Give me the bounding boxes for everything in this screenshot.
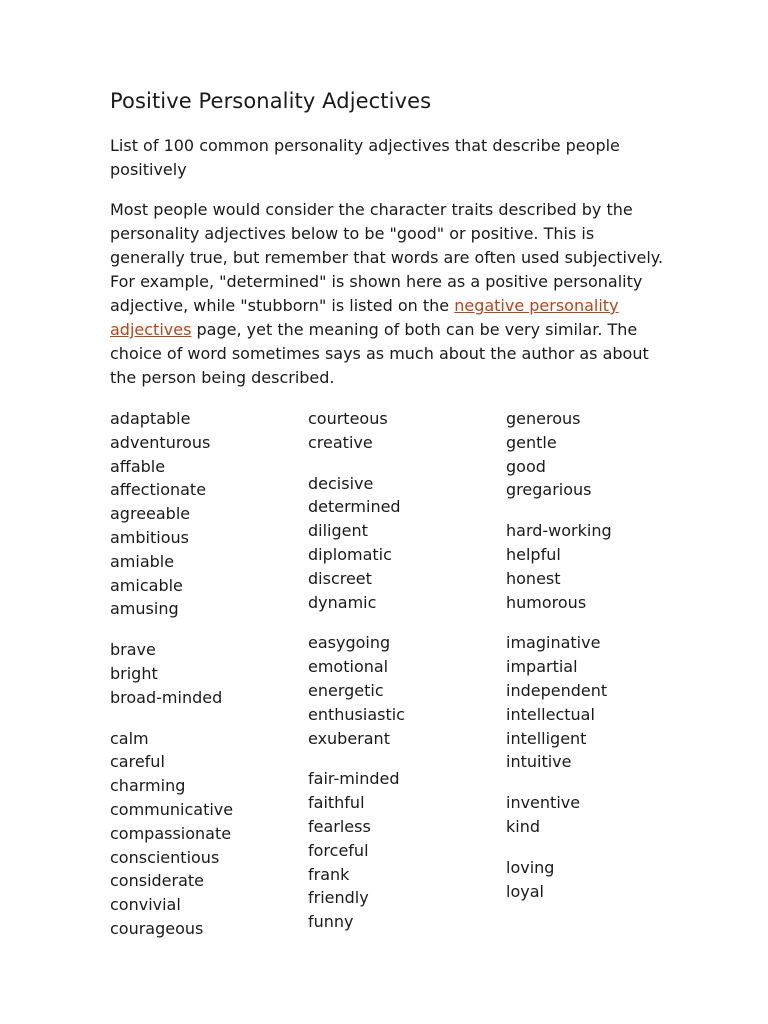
adjective-group (308, 407, 506, 455)
adjective-item: courageous (110, 918, 204, 938)
adjective-item: independent (506, 680, 608, 700)
adjective-group (506, 856, 704, 904)
adjective-item: adventurous (110, 432, 211, 452)
adjective-item: enthusiastic (308, 704, 405, 724)
adjective-item: conscientious (110, 847, 220, 867)
adjective-item: generous (506, 409, 581, 428)
adjective-item: gregarious (506, 480, 592, 500)
adjective-item: exuberant (308, 728, 390, 748)
adjective-item: intuitive (506, 752, 572, 772)
adjective-group (308, 631, 506, 750)
adjective-item: inventive (506, 793, 581, 813)
adjective-item: diligent (308, 521, 368, 541)
adjective-item: loyal (506, 881, 544, 901)
adjective-item: intelligent (506, 728, 587, 748)
adjective-item: broad-minded (110, 687, 223, 707)
adjective-item: considerate (110, 871, 205, 891)
adjective-group (308, 767, 506, 934)
adjective-columns (110, 407, 670, 958)
adjective-item: energetic (308, 680, 384, 700)
adjective-group (308, 472, 506, 615)
adjective-group (506, 407, 704, 502)
adjective-item: intellectual (506, 704, 595, 724)
adjective-item: easygoing (308, 633, 391, 653)
adjective-item: helpful (506, 544, 561, 564)
adjective-item: faithful (308, 793, 365, 813)
adjective-item: decisive (308, 473, 374, 493)
adjective-item: charming (110, 776, 186, 796)
adjective-item: loving (506, 857, 555, 877)
adjective-item: fearless (308, 816, 371, 836)
adjective-item: honest (506, 568, 561, 588)
adjective-item: careful (110, 752, 165, 772)
adjective-column (308, 407, 506, 958)
adjective-item: frank (308, 864, 350, 884)
adjective-item: funny (308, 912, 354, 932)
adjective-item: discreet (308, 568, 372, 588)
adjective-item: fair-minded (308, 769, 400, 789)
negative-adjectives-link[interactable]: negative personality adjectives (110, 296, 619, 339)
adjective-item: gentle (506, 432, 557, 452)
adjective-item: adaptable (110, 409, 191, 428)
adjective-item: emotional (308, 657, 389, 677)
adjective-item: humorous (506, 592, 587, 612)
adjective-item: hard-working (506, 521, 612, 541)
intro-paragraph (110, 198, 670, 390)
adjective-item: kind (506, 816, 541, 836)
adjective-group (506, 791, 704, 839)
adjective-item: courteous (308, 409, 388, 428)
adjective-column (506, 407, 704, 958)
adjective-group (506, 519, 704, 614)
document-page (110, 86, 670, 958)
adjective-item: diplomatic (308, 544, 392, 564)
adjective-item: communicative (110, 799, 234, 819)
page-title: Positive Personality Adjectives (110, 89, 432, 113)
adjective-item: imaginative (506, 633, 601, 653)
adjective-group (110, 638, 308, 709)
adjective-group (110, 727, 308, 941)
adjective-item: convivial (110, 895, 181, 915)
intro-text-after-link: page, yet the meaning of both can be very similar. The choice of word sometimes says as much about the author as about the person being described. (110, 320, 649, 387)
intro-text-before-link: Most people would consider the character traits described by the personality adjectives below to be "good" or positive. This is generally true, but remember that words are often used subjectively. For example, "determined" is shown here as a positive personality adjective, while "stubborn" is listed on the (110, 200, 664, 315)
adjective-item: affectionate (110, 480, 207, 500)
adjective-item: forceful (308, 840, 369, 860)
adjective-item: impartial (506, 657, 578, 677)
adjective-item: agreeable (110, 504, 191, 524)
adjective-item: calm (110, 728, 149, 748)
adjective-item: amicable (110, 575, 183, 595)
adjective-item: good (506, 456, 546, 476)
adjective-item: creative (308, 432, 373, 452)
adjective-item: amiable (110, 551, 175, 571)
adjective-item: brave (110, 640, 156, 660)
adjective-column (110, 407, 308, 958)
adjective-item: amusing (110, 599, 179, 619)
adjective-item: dynamic (308, 592, 377, 612)
adjective-item: friendly (308, 888, 369, 908)
adjective-group (110, 407, 308, 621)
adjective-item: affable (110, 456, 166, 476)
adjective-item: determined (308, 497, 401, 517)
adjective-item: compassionate (110, 823, 232, 843)
adjective-item: bright (110, 663, 158, 683)
adjective-item: ambitious (110, 527, 189, 547)
subtitle: List of 100 common personality adjectives that describe people positively (110, 136, 620, 179)
adjective-group (506, 631, 704, 774)
